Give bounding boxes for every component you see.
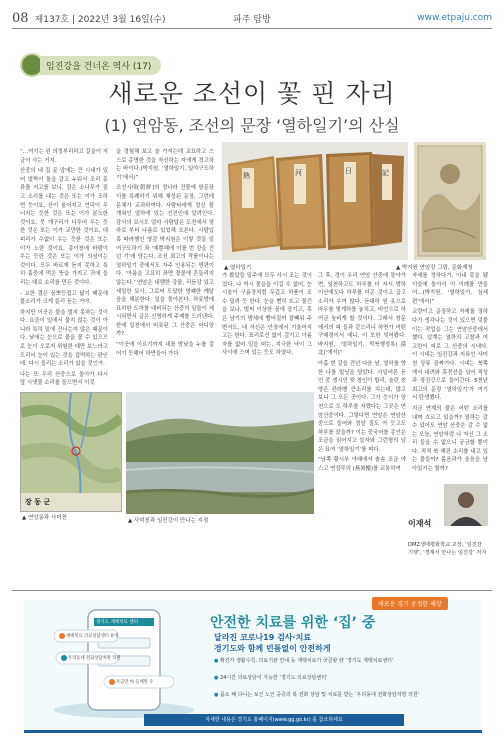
- book-spine-label: 日: [345, 167, 352, 175]
- ad-bullet: [214, 658, 454, 665]
- paragraph: 산중의 내 집 문 앞에는 큰 시내가 있어 멀찍이 돌을 감고 누워서 조리 흥류를 지고를 보니, 검은 소나무가 짙고 소리를 내는 것은 또는 이가 조하면 듯이요, 산이 울어지고 언덕이 무너지는 듯한 것은 또는 이가 분노한 것이요, 뭇 개구리가 다투어 우는 듯한 것은 또는 이가 교만한 것이요, 대피리가 수없이 우는 듯한 것은 또는 이가 노한 것이요, 종이창에 바람이 우는 듯한 것은 또는 이가 의심이는 것이다. 모두 바르게 듣지 못하고 특히 흉중에 먹은 뜻을 가지고 귀에 들리는 대로 소리를 만든 것이다.: [20, 168, 108, 286]
- books-illustration: [222, 142, 408, 260]
- page-number: 08: [12, 10, 29, 26]
- map-image: [20, 392, 122, 512]
- author-photo: [444, 484, 488, 526]
- ad-footer[interactable]: 자세한 내용은 경기도 홈페이지(www.gg.go.kr) 를 참조하세요: [144, 714, 404, 726]
- caption-map: ▲ 연암동과 사미천: [22, 515, 67, 521]
- paragraph: - 요한 결은 꿈뽀등겹고 닮기 때문에 물소리가 크게 들리 듣는 거야.: [20, 290, 108, 306]
- ad-subheadline-1: 달라진 코로나19 검사·치료: [214, 633, 312, 642]
- caption-main: ▲ 열하일기: [224, 265, 252, 271]
- paragraph: 자세를 정하다가, 이내 못을 됐이슬에 돌아서 이 이례를 만들어…(박지원, ‘열하일기, 심세편’에서)”: [412, 273, 488, 305]
- text-column-3: [222, 272, 312, 368]
- map-label: 장 동 군: [25, 498, 51, 506]
- bullet-icon: ●: [214, 692, 220, 698]
- caption-river: ▲ 사미천과 임진강이 만나는 지점: [128, 518, 209, 524]
- paragraph: 교량이고 글징하고 자세를 정하다가 생각나는 것이 있으면 덧붙이는 작업을 그는 연암산중에서 했다. 압계는 열하의 고찰과 여고란이 피로 그 산중의 시내다. 이 시내는 임진강과 지류인 사미천 상류 골짜기다. 시내는 북쪽에서 내려와 휴전선을 넘어 적성과 장진강으로 들어간다. 5천년 최고의 문장 ‘열하일기’가 여기서 탄생했다.: [412, 309, 488, 402]
- book-spine-label: 河: [295, 169, 302, 177]
- phone-mockup: [54, 608, 194, 718]
- ad-tag: 새로운 경기 공정한 세상: [372, 597, 448, 610]
- author-name: 이재석: [408, 519, 432, 528]
- author-bio: DMZ생태평화학교 교장, ‘임진강 기행’, ‘경계서 만나는 임진강’ 저자: [408, 542, 487, 556]
- ad-bullet-text: 확진자 생활수칙, 의료기관 안내 등 재택치료기 궁금할 땐 ‘경기도 재택치료센터’: [219, 658, 394, 664]
- article-title: 새로운 조선이 꽃 핀 자리: [108, 79, 396, 108]
- ad-bullet-text: 몸소 해 다니는 보건 노인 중증의 복 전화 상담 및 치료를 받는 ‘우리동네 전화상담처방 의원’: [219, 692, 420, 698]
- book-spine-label: 熱: [243, 172, 250, 180]
- ad-divider: [12, 590, 492, 591]
- paragraph: 조선시대(朝鮮)의 정나라 건물에 항문장이를 특례하기 위해 체성된 문장, 그런데 문체가 교과하여다. 사람타에게 정신 될 개혀인 열하에 있는 선진인에 알려인다. 감사의 묘시도 얼마 사람답은 도전에서 열하로 부터 나름로 있었해 오른다. 사람입혹 따라행인 영감 박지원은 이렇 것들 일 여구도하기 좌 ‘예뿐해에 이를 번 강을 건넌 기’에 담는다. 조선 최고의 작품이나는 열하일기 중에서도 자주 인용되는 명편이다. ‘아름을 고요히 좌면 결물에 흔들리지 않는다.’ 연암은 내램한 강물, 리듬감 있고 세밀한 묘사, 그로써 도달한 명쾌한 깨달음을 해분한다. 일을 돌아본다. 하룻밤에 묘하한 도하를 대비되는 산중의 일들이 세시되면서 글은 신명하게 주제를 드러낸다. 한에 일천에서 비롯된 그 산중은 어디일까?: [116, 185, 214, 338]
- ad-subheadline-2: 경기도와 함께 빈틈없이 안전하게: [214, 644, 331, 653]
- text-column-5: [412, 272, 488, 480]
- paragraph: “남쪽 황시부 아래에서 솔솜 조금 야스고 연잠루의 (燕暑樓)를 교봉하여: [318, 457, 406, 473]
- text-column-2: [116, 148, 214, 388]
- bullet-icon: ●: [214, 675, 220, 681]
- river-photo: [126, 392, 314, 514]
- phone-title: 경기도 재택치료 센터: [96, 620, 138, 625]
- header-rule: [12, 28, 492, 29]
- paragraph: 그 후, 경이 우리 연암 산중에 돌아가면, 일천하고도 하루를 더 자서 밤하이산에도다 하루를 더곤 것이고 곱고 소리가 우여 많다. 듣대하 원 옷으로 마우를 멎게하를 놓치고, 비언으로 하여금 높비게 할 것이다. 그래서 창문에서의 피 들과 같으리니 하면가 어떤 구매경이서 예니, 이 또한 잊어봤다. 바지원, ‘열하일기, 막북행정록(漠北)’에서)”: [318, 273, 406, 357]
- ad-headline: 안전한 치료를 위한 ‘집’ 중: [210, 615, 376, 631]
- book-spine-label: 記: [382, 169, 389, 177]
- advertisement[interactable]: [24, 600, 482, 733]
- painting-illustration: [414, 142, 486, 260]
- ad-bullet-text: 24시간 의료상담이 가능한 ‘경기도 의료상담센터’: [219, 675, 328, 681]
- phone-item: 재택치료 의료상담센터 운영: [66, 634, 119, 639]
- photo-yeolha-ilgi: [222, 142, 408, 260]
- author-box: [408, 484, 488, 540]
- text-column-1: [20, 148, 108, 388]
- paragraph: 지금 연계의 물은 어떤 소리를 내며 흐르고 있을까? 열하는 갈 수 있어도 연암 산중은 갈 수 없는 오늘, 연암처럼 나 자신 그 소리 들을 수 없으니 궁금할 뿐이다. 적적 북 해진 소리를 내고 있는 물들까? 몸음과가 울음을 남아있기는 할까?: [412, 405, 488, 473]
- paragraph: 나는 또 우리 산중으로 돌아가 다시 앞 시냇물 소리를 들으면서 이것: [20, 371, 108, 387]
- ad-bullet: [214, 692, 454, 699]
- river-illustration: [126, 392, 314, 514]
- site-url[interactable]: www.etpaju.com: [417, 13, 492, 23]
- paragraph: 가 봤알들 밀주에 모두 사시 조는 것이었다. 나 역시 물을을 이길 수 없어, 눈시울이 구름장처럼 무겁고 하품이 조수 밀려 듯 한다. 눈을 뻔히 뜨고 물건을 보나, 벌써 이상한 꿈에 잠기고, 혹은 남기의 밤세에 빨어질까 잘빼워 주변서도, 내 자신은 안장에서 기울어지고는 한다. 표리로신 없이 걸기고 아름자를 없어 일을 떠는, 지극한 낙이 그 사이에 스며 있는 듯도 하였다.: [222, 273, 312, 357]
- paragraph: 을 경험해 보고 슬 가지는데 교묘하고 스스로 총명한 것을 자신하는 자에게 경고하는 바이다.(박지원, ‘열하일기, 일야구도하기’에서)”: [116, 149, 214, 181]
- paragraph: “이곳에 이르기까지 내를 밤낮을 누를 걸어기 듯해어 하면들어 가다: [116, 342, 214, 357]
- text-column-4: [318, 272, 406, 558]
- section-name: 파주 탐방: [233, 14, 271, 25]
- map-illustration: [21, 393, 121, 511]
- paragraph: 아홉 번 갈을 건넌 다음 날, 열하를 향한 나를 빌닝을 담았다. 사일어른 듣인 중 생시인 뒷 창인이 합리, 올린 천양은 칸라벤 큰소리를 치는데, 많고 보니 그 모든 곳이다. 그가 등이가 일천으로 도 하루를 자랬다는 그곳은 연암산중이다. 그렇다면 연암은 연암산중으로 들어와 정말 질도 아 듯고도 하루를 잤을까? 이는 중국어를 종인은 조금을 읽어지고 들자와 그런형의 넘은 묘여 ‘열하일기’를 펴다.: [318, 360, 406, 453]
- issue-info: 제137호 | 2022년 3월 16일(수): [34, 14, 166, 25]
- ad-bullet: [214, 675, 454, 682]
- phone-item: 우리동네 전화상담처방 의원: [68, 656, 121, 661]
- paragraph: 하지만 이곳은 물을 멀지 못하는 것이다. 요즘이 일에서 물지 않는 것이 아니라 특히 밑에 건너는지 않은 때문이다. 낮에는 눈으로 물을 볼 수 있으므로 눈이 오로지 위험한 데만 보느라고 도리어 눈이 있는 것을 겁먹하는 판인데, 다시 들리는 소리가 있을 것인가.: [20, 309, 108, 368]
- paragraph: “…여기는 왼 의정부리하고 길을이 지금이 사는 거지.: [20, 149, 108, 164]
- series-tag: 임진강을 건너온 역사 (17): [40, 56, 161, 75]
- article-subtitle: (1) 연암동, 조선의 문장 ‘열하일기’의 산실: [104, 116, 400, 135]
- caption-right: ▲ 박지원 연암장 그림, 문화재청: [396, 265, 473, 271]
- bullet-icon: ●: [214, 658, 220, 664]
- page-header: [12, 10, 492, 26]
- author-avatar-icon: [444, 484, 488, 526]
- phone-item: 조금만 아 들께면 우: [116, 680, 154, 685]
- photo-painting: [414, 142, 486, 260]
